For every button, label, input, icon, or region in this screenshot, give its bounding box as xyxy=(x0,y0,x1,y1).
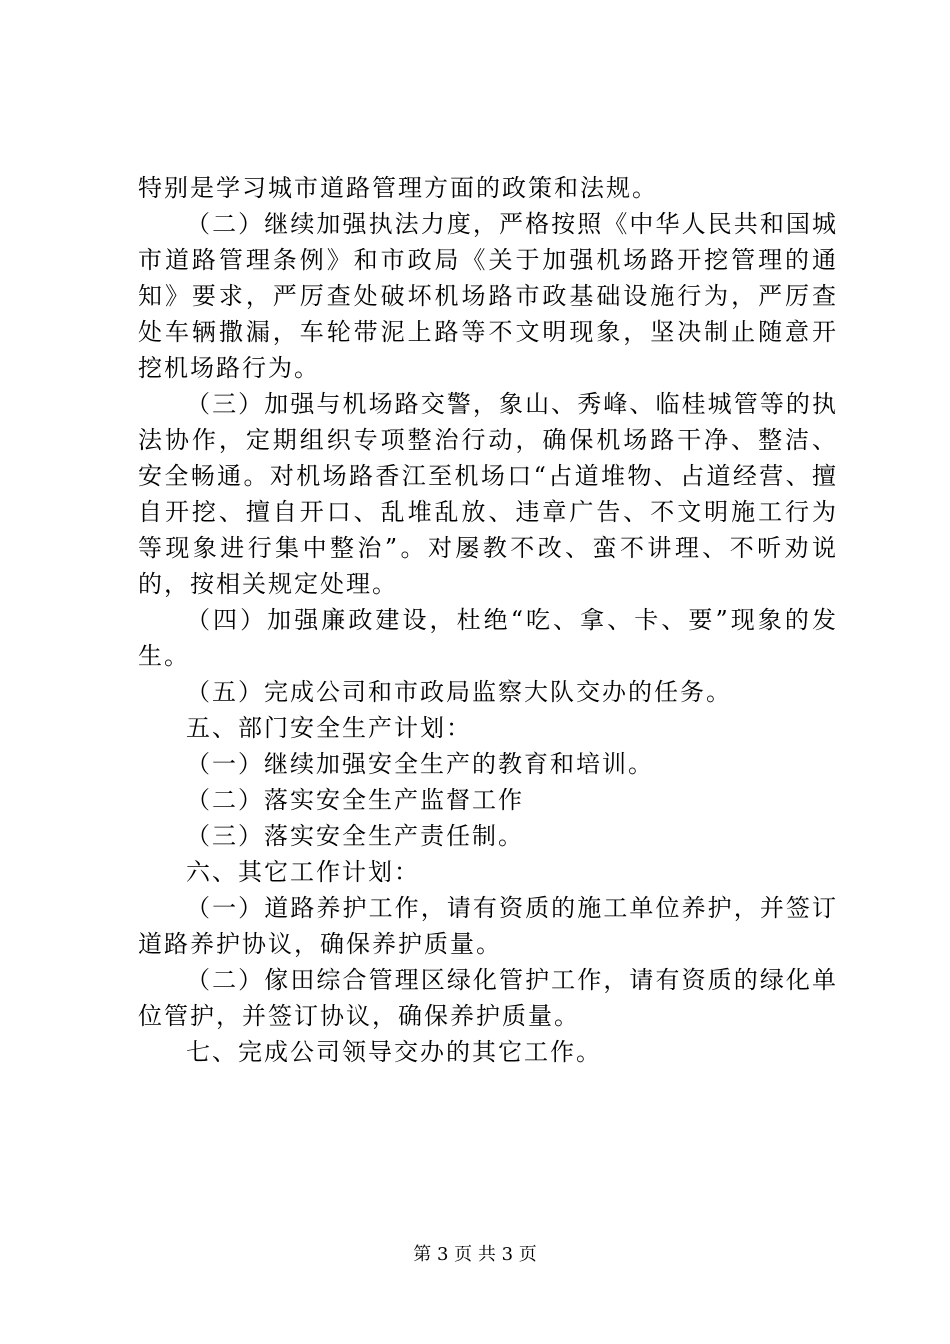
paragraph: （三）落实安全生产责任制。 xyxy=(186,822,524,850)
section-heading: 六、其它工作计划： xyxy=(186,858,420,886)
paragraph: （二）继续加强执法力度，严格按照《中华人民共和国城市道路管理条例》和市政局《关于加强机场路开挖管理的通知》要求，严厉查处破坏机场路市政基础设施行为，严厉查处车辆撒漏，车轮带泥上路等不文明现象，坚决制止随意开挖机场路行为。 xyxy=(138,210,838,382)
paragraph: （五）完成公司和市政局监察大队交办的任务。 xyxy=(186,678,732,706)
page-number-footer: 第 3 页 共 3 页 xyxy=(413,1244,537,1265)
section-heading: 五、部门安全生产计划： xyxy=(186,714,472,742)
paragraph: （一）道路养护工作，请有资质的施工单位养护，并签订道路养护协议，确保养护质量。 xyxy=(138,894,838,958)
paragraph: （一）继续加强安全生产的教育和培训。 xyxy=(186,750,654,778)
paragraph: 特别是学习城市道路管理方面的政策和法规。 xyxy=(138,174,658,202)
paragraph: （二）傢田综合管理区绿化管护工作，请有资质的绿化单位管护，并签订协议，确保养护质量。 xyxy=(138,966,838,1030)
paragraph: （二）落实安全生产监督工作 xyxy=(186,786,524,814)
paragraph: （三）加强与机场路交警，象山、秀峰、临桂城管等的执法协作，定期组织专项整治行动，确保机场路干净、整洁、安全畅通。对机场路香江至机场口“占道堆物、占道经营、擅自开挖、擅自开口、乱堆乱放、违章广告、不文明施工行为等现象进行集中整治”。对屡教不改、蛮不讲理、不听劝说的，按相关规定处理。 xyxy=(138,390,838,598)
section-heading: 七、完成公司领导交办的其它工作。 xyxy=(186,1038,602,1066)
paragraph: （四）加强廉政建设，杜绝“吃、拿、卡、要”现象的发生。 xyxy=(138,606,838,670)
document-body xyxy=(138,170,838,1070)
